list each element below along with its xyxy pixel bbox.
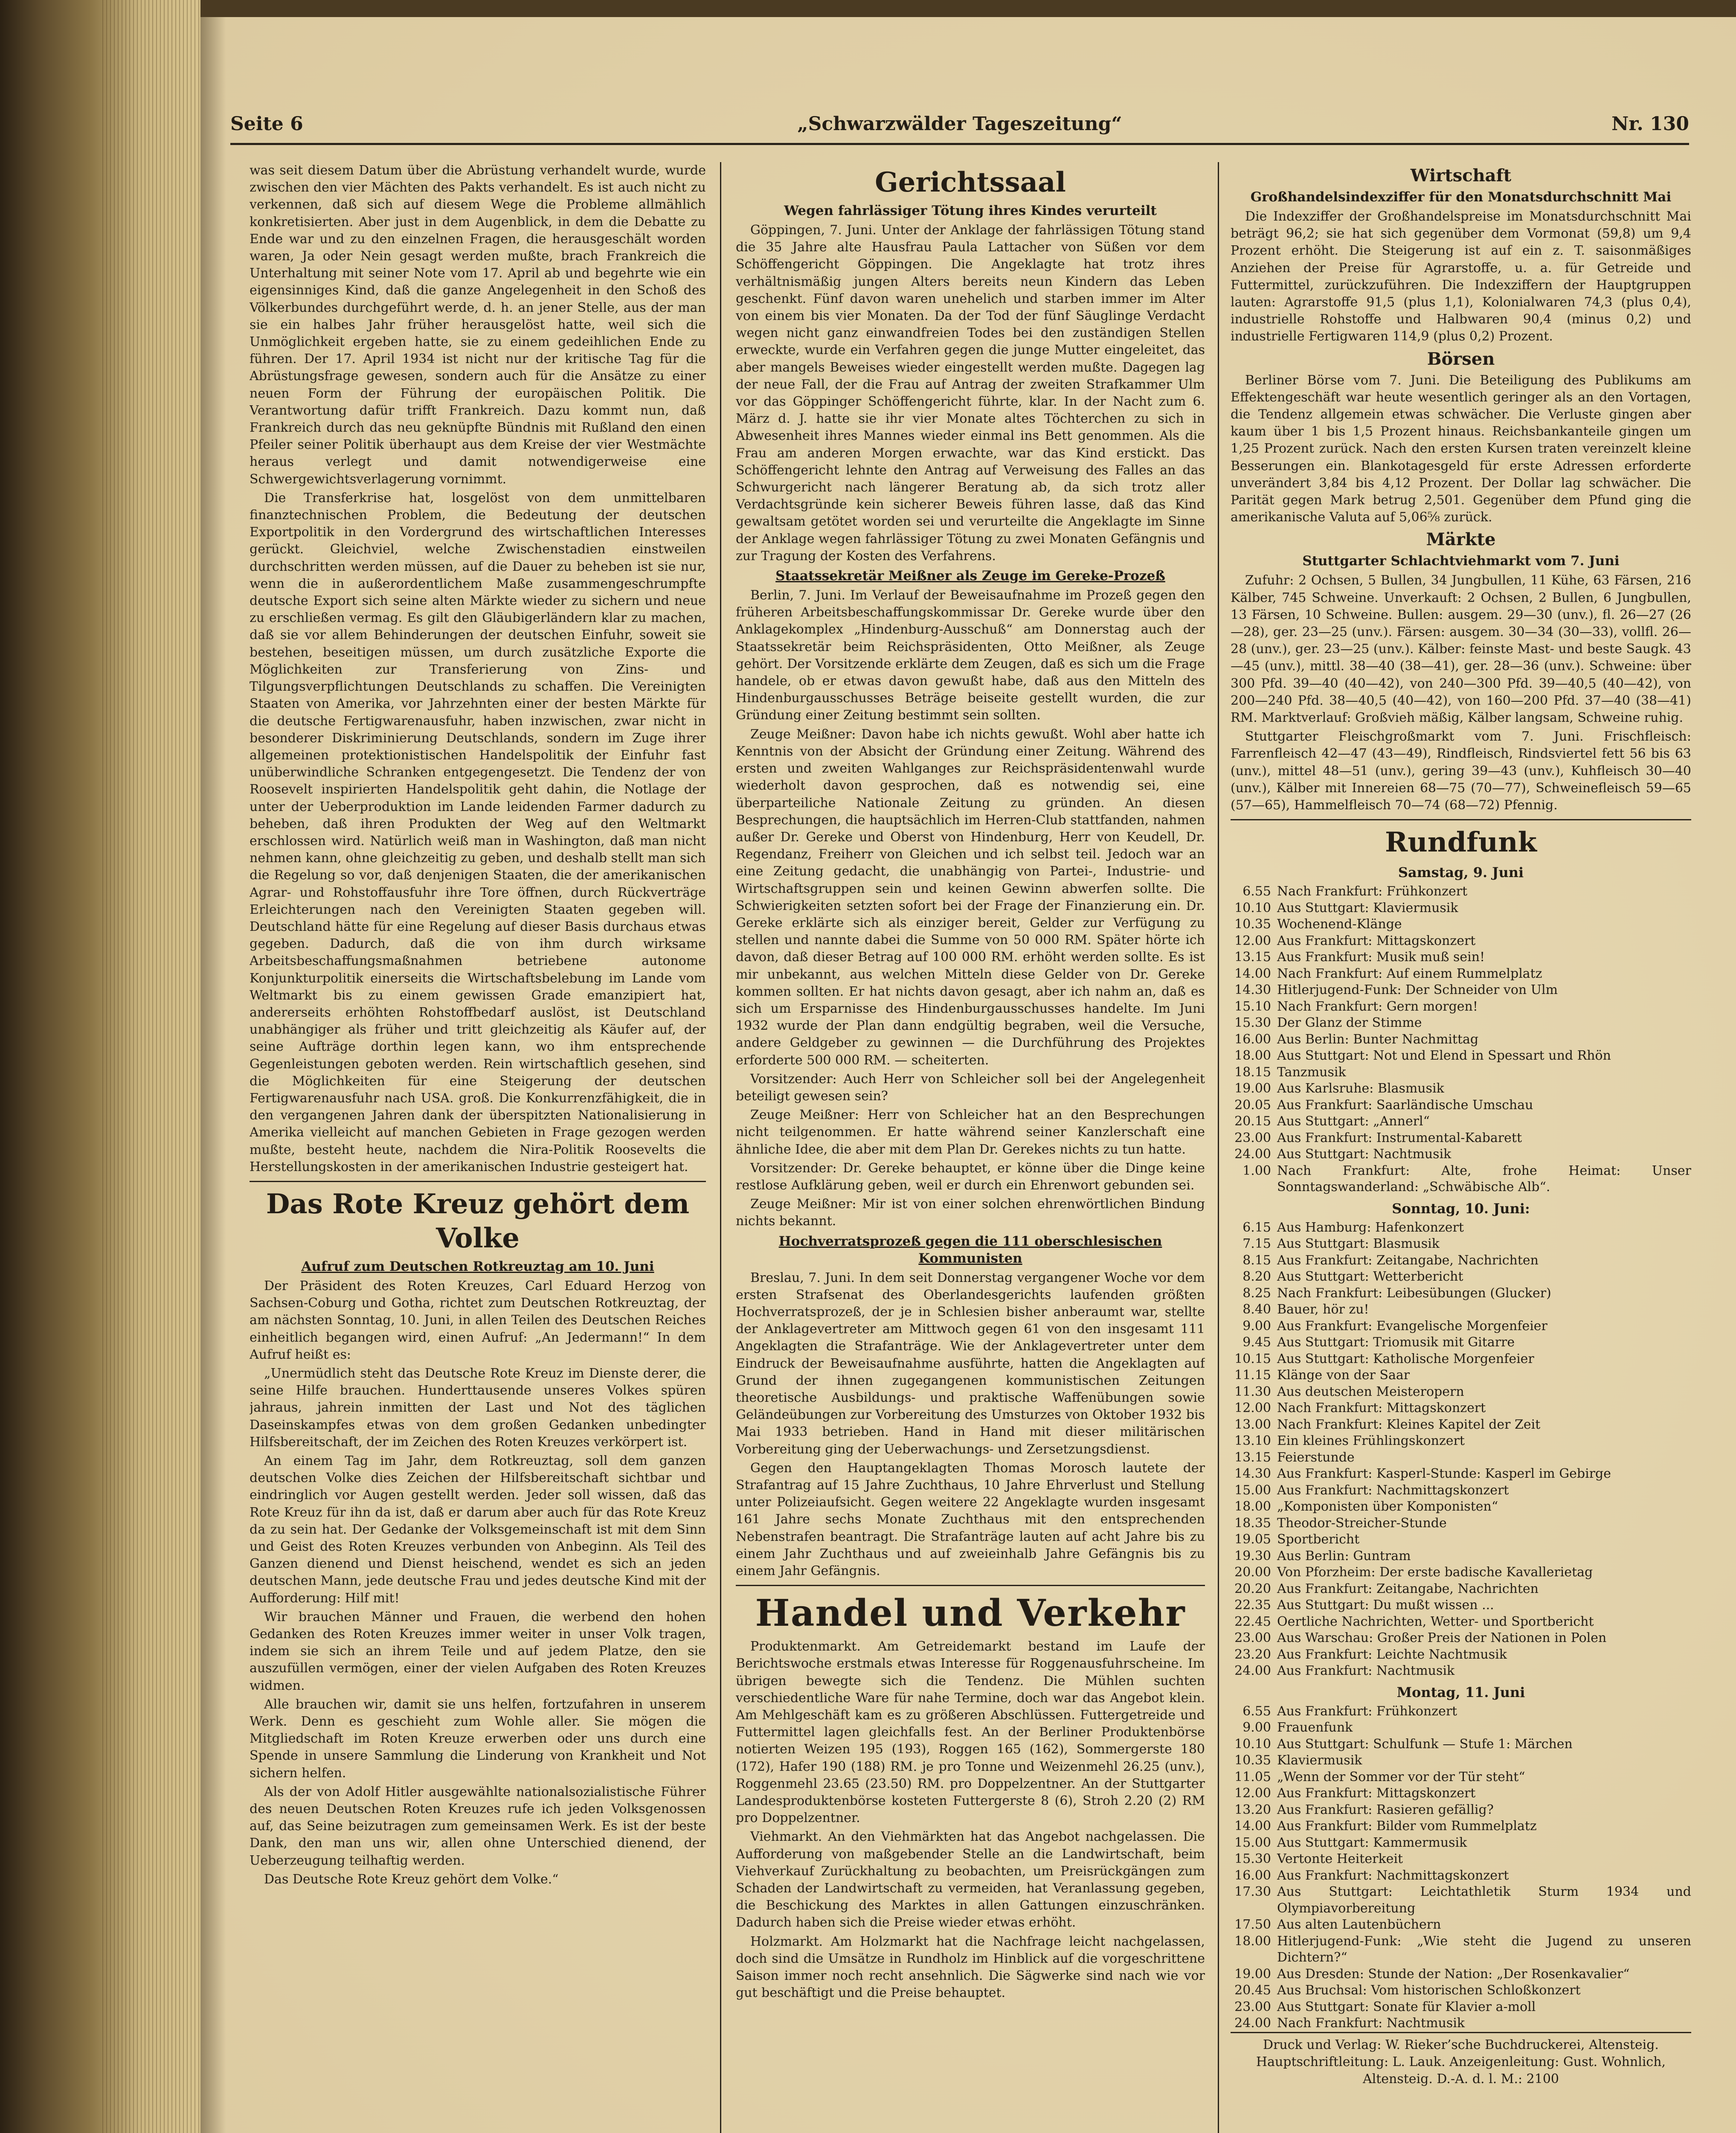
article-paragraph: Als der von Adolf Hitler ausgewählte nationalsozialistische Führer des neuen Deutschen Roten Kreuzes rufe ich jeden Volksgenossen auf, das Seine beizutragen zum gemeinsamen Werk. Es ist der beste Dank, den man uns wir, allen ohne Unterschied dienend, der Ueberzeugung teilhaftig werden.: [250, 1784, 706, 1868]
program-day-heading: Montag, 11. Juni: [1396, 1684, 1525, 1700]
program-item: [1231, 1564, 1691, 1581]
program-time: 10.35: [1234, 917, 1271, 932]
program-time: 18.35: [1234, 1515, 1271, 1531]
program-time: 23.00: [1234, 1999, 1271, 2014]
program-item: [1231, 1081, 1691, 1097]
program-title: Aus Stuttgart: Katholische Morgenfeier: [1277, 1351, 1534, 1366]
program-time: 22.35: [1234, 1598, 1271, 1613]
program-item: [1231, 1785, 1691, 1802]
program-item: [1231, 1064, 1691, 1081]
program-title: Nach Frankfurt: Auf einem Rummelplatz: [1277, 966, 1542, 981]
program-time: 18.00: [1234, 1499, 1271, 1514]
program-time: 10.35: [1234, 1753, 1271, 1768]
program-title: Aus Berlin: Bunter Nachmittag: [1277, 1032, 1479, 1047]
divider: [250, 1181, 706, 1182]
program-item: [1231, 1531, 1691, 1548]
program-title: Aus Stuttgart: Blasmusik: [1277, 1236, 1440, 1252]
program-title: Der Glanz der Stimme: [1277, 1015, 1422, 1031]
program-item: [1231, 1334, 1691, 1351]
program-time: 19.05: [1234, 1532, 1271, 1547]
program-title: Aus Stuttgart: Triomusik mit Gitarre: [1277, 1335, 1515, 1350]
radio-program-list: [1231, 1220, 1691, 1680]
program-time: 8.20: [1242, 1269, 1271, 1284]
program-title: Aus Frankfurt: Kasperl-Stunde: Kasperl im Gebirge: [1277, 1466, 1611, 1482]
subheadline: Hochverratsprozeß gegen die 111 oberschlesischen Kommunisten: [778, 1233, 1162, 1266]
section-title: Handel und Verkehr: [755, 1592, 1186, 1635]
program-item: [1231, 1146, 1691, 1163]
program-time: 11.05: [1234, 1769, 1271, 1784]
program-title: Nach Frankfurt: Kleines Kapitel der Zeit: [1277, 1417, 1541, 1432]
program-item: [1231, 966, 1691, 982]
gutter-shadow: [200, 17, 226, 2133]
program-time: 14.30: [1234, 1466, 1271, 1482]
program-title: Aus Frankfurt: Nachtmusik: [1277, 1663, 1455, 1679]
program-title: Aus Warschau: Großer Preis der Nationen in Polen: [1277, 1630, 1607, 1646]
subheadline: Stuttgarter Schlachtviehmarkt vom 7. Juni: [1302, 553, 1620, 569]
program-time: 19.00: [1234, 1081, 1271, 1096]
program-item: [1231, 1818, 1691, 1835]
program-title: Nach Frankfurt: Nachtmusik: [1277, 2016, 1465, 2031]
program-title: Hitlerjugend-Funk: Der Schneider von Ulm: [1277, 982, 1558, 998]
program-time: 15.30: [1234, 1015, 1271, 1031]
program-item: [1231, 1933, 1691, 1966]
program-title: Aus Frankfurt: Saarländische Umschau: [1277, 1097, 1533, 1113]
article-paragraph: Die Indexziffer der Großhandelspreise im Monatsdurchschnitt Mai beträgt 96,2; sie hat sich gegenüber dem Vormonat (59,8) um 9,4 Prozent erhöht. Die Steigerung ist auf ein z. T. saisonmäßiges Anziehen der Preise für Agrarstoffe, u. a. für Getreide und Futtermittel, zurückzuführen. Die Indexziffern der Hauptgruppen lauten: Agrarstoffe 91,5 (plus 1,1), Kolonialwaren 74,3 (plus 0,4), industrielle Rohstoffe und Halbwaren 90,4 (minus 0,2) und industrielle Fertigwaren 114,9 (plus 0,2) Prozent.: [1231, 209, 1691, 344]
program-title: Aus Stuttgart: Klaviermusik: [1277, 900, 1458, 915]
section-title: Wirtschaft: [1410, 166, 1512, 186]
program-title: Feierstunde: [1277, 1450, 1355, 1465]
program-time: 24.00: [1234, 2016, 1271, 2031]
article-paragraph: An einem Tag im Jahr, dem Rotkreuztag, soll dem ganzen deutschen Volke dies Zeichen der Hilfsbereitschaft sichtbar und eindringlich vor Augen gestellt werden. Jeder soll wissen, daß das Rote Kreuz für ihn da ist, daß er darum aber auch für das Rote Kreuz da zu sein hat. Der Gedanke der Volksgemeinschaft ist mit dem Sinn und Geist des Roten Kreuzes verbunden von Anbeginn. Als Teil des Ganzen dienend und Dienst heischend, wendet es sich an jeden deutschen Mann, jede deutsche Frau und jedes deutsche Kind mit der Aufforderung: Hilf mit!: [250, 1453, 706, 1606]
imprint: Druck und Verlag: W. Rieker’sche Buchdruckerei, Altensteig. Hauptschriftleitung: L. Lauk. Anzeigenleitung: Gust. Wohnlich, Altensteig. D.-A. d. l. M.: 2100: [1231, 2032, 1691, 2088]
program-title: Aus Stuttgart: „Annerl“: [1277, 1114, 1430, 1129]
program-time: 6.55: [1242, 1703, 1271, 1719]
program-item: [1231, 1630, 1691, 1647]
program-item: [1231, 1769, 1691, 1786]
program-time: 6.55: [1242, 884, 1271, 899]
program-item: [1231, 999, 1691, 1015]
program-time: 20.00: [1234, 1565, 1271, 1580]
program-title: Aus Frankfurt: Evangelische Morgenfeier: [1277, 1318, 1547, 1334]
program-item: [1231, 1130, 1691, 1147]
section-title: Börsen: [1427, 349, 1495, 369]
program-time: 10.10: [1234, 900, 1271, 915]
program-time: 9.00: [1242, 1720, 1271, 1735]
program-time: 20.20: [1234, 1581, 1271, 1596]
program-time: 19.00: [1234, 1966, 1271, 1982]
program-title: Aus deutschen Meisteropern: [1277, 1384, 1464, 1399]
divider: [736, 1585, 1205, 1586]
program-item: [1231, 1113, 1691, 1130]
program-item: [1231, 1097, 1691, 1114]
program-time: 23.00: [1234, 1630, 1271, 1646]
program-title: Aus Bruchsal: Vom historischen Schloßkonzert: [1277, 1983, 1581, 1998]
program-item: [1231, 1400, 1691, 1417]
program-time: 12.00: [1234, 1401, 1271, 1416]
program-title: Aus Frankfurt: Zeitangabe, Nachrichten: [1277, 1252, 1539, 1268]
article-paragraph: „Unermüdlich steht das Deutsche Rote Kreuz im Dienste derer, die seine Hilfe brauchen. Hunderttausende unseres Volkes spüren jahraus, jahrein inmitten der Last und Not des täglichen Daseinskampfes etwas von dem großen Gedanken unbedingter Hilfsbereitschaft, der im Zeichen des Roten Kreuzes verkörpert ist.: [250, 1366, 706, 1450]
program-item: [1231, 1868, 1691, 1884]
issue-number: Nr. 130: [1611, 113, 1689, 135]
newspaper-title: „Schwarzwälder Tageszeitung“: [797, 113, 1122, 135]
program-title: Aus Frankfurt: Nachmittagskonzert: [1277, 1868, 1509, 1883]
program-item: [1231, 1499, 1691, 1515]
subheadline: Staatssekretär Meißner als Zeuge im Gereke-Prozeß: [775, 568, 1165, 584]
program-time: 9.00: [1242, 1318, 1271, 1334]
program-time: 23.00: [1234, 1130, 1271, 1145]
program-time: 11.15: [1234, 1368, 1271, 1383]
program-item: [1231, 1581, 1691, 1598]
program-time: 13.15: [1234, 950, 1271, 965]
program-item: [1231, 1515, 1691, 1532]
program-time: 19.30: [1234, 1548, 1271, 1563]
program-title: Ein kleines Frühlingskonzert: [1277, 1433, 1465, 1449]
program-time: 12.00: [1234, 1786, 1271, 1801]
column-rule: [1218, 162, 1219, 2133]
article-paragraph: Wir brauchen Männer und Frauen, die werbend den hohen Gedanken des Roten Kreuzes immer weiter in unser Volk tragen, indem sie sich an ihrem Teile und auf jedem Platze, den sie auszufüllen vermögen, einer der vielen Aufgaben des Roten Kreuzes widmen.: [250, 1609, 706, 1693]
program-time: 20.05: [1234, 1097, 1271, 1113]
subheadline: Großhandelsindexziffer für den Monatsdurchschnitt Mai: [1250, 189, 1672, 205]
program-item: [1231, 1048, 1691, 1064]
program-item: [1231, 1433, 1691, 1450]
program-title: Aus Stuttgart: Sonate für Klavier a-moll: [1277, 1999, 1536, 2014]
program-item: [1231, 900, 1691, 917]
program-time: 12.00: [1234, 933, 1271, 948]
program-title: Aus Stuttgart: Nachtmusik: [1277, 1147, 1452, 1162]
program-item: [1231, 916, 1691, 933]
program-item: [1231, 1720, 1691, 1736]
program-item: [1231, 933, 1691, 950]
program-title: Aus Frankfurt: Instrumental-Kabarett: [1277, 1130, 1522, 1145]
program-item: [1231, 1663, 1691, 1680]
program-time: 18.00: [1234, 1048, 1271, 1064]
program-time: 17.30: [1234, 1884, 1271, 1900]
page-edges: [102, 0, 200, 2133]
program-item: [1231, 1597, 1691, 1614]
program-time: 24.00: [1234, 1147, 1271, 1162]
article-paragraph: Vorsitzender: Auch Herr von Schleicher soll bei der Angelegenheit beteiligt gewesen sein?: [736, 1071, 1205, 1104]
program-item: [1231, 1647, 1691, 1663]
program-time: 8.25: [1242, 1285, 1271, 1301]
program-item: [1231, 1548, 1691, 1565]
program-title: Aus Dresden: Stunde der Nation: „Der Rosenkavalier“: [1277, 1966, 1630, 1982]
program-item: [1231, 1220, 1691, 1236]
program-title: Nach Frankfurt: Mittagskonzert: [1277, 1401, 1486, 1416]
section-title: Märkte: [1426, 529, 1496, 550]
program-item: [1231, 1802, 1691, 1819]
program-item: [1231, 1351, 1691, 1368]
program-item: [1231, 1450, 1691, 1466]
program-item: [1231, 2015, 1691, 2032]
program-time: 15.00: [1234, 1482, 1271, 1498]
article-paragraph: Göppingen, 7. Juni. Unter der Anklage der fahrlässigen Tötung stand die 35 Jahre alte Hausfrau Paula Lattacher von Süßen vor dem Schöffengericht Göppingen. Die Angeklagte hat trotz ihres verhältnismäßig jungen Alters bereits neun Kindern das Leben geschenkt. Fünf davon waren unehelich und starben immer im Alter von einem bis vier Monaten. Da der Tod der fünf Säuglinge Verdacht wegen nicht ganz einwandfreien Todes bei den zuständigen Stellen erweckte, wurde ein Verfahren gegen die junge Mutter eingeleitet, das aber mangels Beweises wieder eingestellt werden mußte. Dagegen lag der neue Fall, der die Frau auf Antrag der zweiten Strafkammer Ulm vor das Göppinger Schöffengericht führte, klar. In der Nacht zum 6. März d. J. hatte sie ihr vier Monate altes Töchterchen zu sich in Abwesenheit ihres Mannes wieder einmal ins Bett genommen. Als die Frau am anderen Morgen erwachte, war das Kind erstickt. Das Schöffengericht lehnte den Antrag auf Verweisung des Falles an das Schwurgericht nach längerer Beratung ab, da sich trotz aller Verdachtsgründe kein sicherer Beweis führen lasse, daß das Kind gewaltsam getötet worden sei und verurteilte die Angeklagte im Sinne der Anklage wegen fahrlässiger Tötung zu zwei Monaten Gefängnis und zur Tragung der Kosten des Verfahrens.: [736, 223, 1205, 564]
program-time: 14.00: [1234, 1819, 1271, 1834]
program-time: 17.50: [1234, 1917, 1271, 1932]
program-item: [1231, 1999, 1691, 2016]
article-paragraph: Alle brauchen wir, damit sie uns helfen, fortzufahren in unserem Werk. Denn es geschieht zum Wohle aller. Sie mögen die Mitgliedschaft im Roten Kreuze erwerben oder uns durch eine Spende in unsere Sammlung die Linderung von Krankheit und Not sichern helfen.: [250, 1697, 706, 1781]
article-paragraph: Stuttgarter Fleischgroßmarkt vom 7. Juni. Frischfleisch: Farrenfleisch 42—47 (43—49), Rindfleisch, Rindsviertel fett 56 bis 63 (unv.), mittel 48—51 (unv.), gering 39—43 (unv.), Kuhfleisch 30—40 (unv.), Kälber mit Innereien 68—75 (70—77), Schweinefleisch 59—65 (57—65), Hammelfleisch 70—74 (68—72) Pfennig.: [1231, 729, 1691, 813]
program-title: Aus Stuttgart: Schulfunk — Stufe 1: Märchen: [1277, 1736, 1573, 1752]
subheadline: Wegen fahrlässiger Tötung ihres Kindes verurteilt: [784, 203, 1157, 218]
program-title: „Komponisten über Komponisten“: [1277, 1499, 1498, 1514]
column-2: [736, 162, 1205, 2133]
column-rule: [720, 162, 721, 2133]
program-item: [1231, 1032, 1691, 1048]
article-paragraph: Breslau, 7. Juni. In dem seit Donnerstag vergangener Woche vor dem ersten Strafsenat des Oberlandesgerichts laufenden größten Hochverratsprozeß, der je in Schlesien bisher anberaumt war, stellte der Anklagevertreter am Mittwoch gegen 61 von den insgesamt 111 Angeklagten die Strafanträge. Wie der Anklagevertreter unter dem Eindruck der Beweisaufnahme ausführte, hatten die Angeklagten auf Grund der ihnen zugegangenen kommunistischen Zeitungen theoretische Ausbildungs- und praktische Waffenübungen sowie Geländeübungen zur Vorbereitung des Umsturzes von Oktober 1932 bis Mai 1933 betrieben. Hand in Hand mit dieser militärischen Vorbereitung ging der Ueberwachungs- und Zersetzungsdienst.: [736, 1270, 1205, 1457]
program-time: 8.15: [1242, 1252, 1271, 1268]
program-day-heading: Sonntag, 10. Juni:: [1392, 1200, 1530, 1217]
program-item: [1231, 982, 1691, 999]
article-paragraph: Berlin, 7. Juni. Im Verlauf der Beweisaufnahme im Prozeß gegen den früheren Arbeitsbeschaffungskommissar Dr. Gereke wurde über den Anklagekomplex „Hindenburg-Ausschuß“ am Donnerstag auch der Staatssekretär beim Reichspräsidenten, Otto Meißner, als Zeuge gehört. Der Vorsitzende erklärte dem Zeugen, daß es sich um die Frage handele, ob er etwas davon gewußt habe, daß aus den Mitteln des Hindenburgausschusses Beträge beiseite gestellt wurden, die zur Gründung einer Zeitung bestimmt sein sollten.: [736, 588, 1205, 723]
article-paragraph: Zufuhr: 2 Ochsen, 5 Bullen, 34 Jungbullen, 11 Kühe, 63 Färsen, 216 Kälber, 745 Schweine. Unverkauft: 2 Ochsen, 2 Bullen, 6 Jungbullen, 13 Färsen, 10 Schweine. Bullen: ausgem. 29—30 (unv.), fl. 26—27 (26—28), ger. 23—25 (unv.). Färsen: ausgem. 30—34 (30—33), vollfl. 26—28 (unv.), ger. 23—25 (unv.). Kälber: feinste Mast- und beste Saugk. 43—45 (unv.), mittl. 38—40 (38—41), ger. 28—36 (unv.). Schweine: über 300 Pfd. 39—40 (40—42), von 240—300 Pfd. 39—40,5 (40—42), von 200—240 Pfd. 38—40,5 (40—42), von 160—200 Pfd. 37—40 (38—41) RM. Marktverlauf: Großvieh mäßig, Kälber langsam, Schweine ruhig.: [1231, 573, 1691, 726]
article-paragraph: Zeuge Meißner: Mir ist von einer solchen ehrenwörtlichen Bindung nichts bekannt.: [736, 1197, 1205, 1229]
program-title: Aus Stuttgart: Leichtathletik Sturm 1934 und Olympiavorbereitung: [1277, 1884, 1691, 1916]
program-title: Tanzmusik: [1277, 1064, 1346, 1080]
program-item: [1231, 1851, 1691, 1868]
article-paragraph: was seit diesem Datum über die Abrüstung verhandelt wurde, wurde zwischen den vier Mächten des Pakts verhandelt. Es ist auch nicht zu verkennen, daß sich auf diesem Wege die Probleme allmählich konkretisierten. Aber just in dem Augenblick, in dem die Debatte zu Ende war und zu den einzelnen Fragen, die herausgeschält worden waren, Ja oder Nein gesagt werden mußte, brach Frankreich die Unterhaltung mit seiner Note vom 17. April ab und begehrte wie ein eigensinniges Kind, daß die ganze Angelegenheit in den Schoß des Völkerbundes durchgeführt werde, d. h. an jener Stelle, aus der man sie ein halbes Jahr früher herausgelöst hatte, weil sich die Unmöglichkeit ergeben hatte, sie zu einem gedeihlichen Ende zu führen. Der 17. April 1934 ist nicht nur der kritische Tag für die Abrüstungsfrage gewesen, sondern auch für die Ansätze zu einer neuen Form der Führung der europäischen Politik. Die Verantwortung dafür trifft Frankreich. Dazu kommt nun, daß Frankreich durch das neu geknüpfte Bündnis mit Rußland den einen Pfeiler seiner Politik überhaupt aus dem Kreise der vier Westmächte heraus verlegt und damit notwendigerweise eine Schwergewichtsverlagerung vornimmt.: [250, 163, 706, 487]
program-title: Nach Frankfurt: Leibesübungen (Glucker): [1277, 1285, 1551, 1301]
radio-program-list: [1231, 1703, 1691, 2032]
program-item: [1231, 1752, 1691, 1769]
program-title: Klänge von der Saar: [1277, 1368, 1410, 1383]
program-title: Nach Frankfurt: Alte, frohe Heimat: Unser Sonntagswanderland: „Schwäbische Alb“.: [1277, 1163, 1691, 1195]
section-title: Rundfunk: [1385, 826, 1537, 859]
subheadline: Aufruf zum Deutschen Rotkreuztag am 10. Juni: [301, 1258, 654, 1274]
program-item: [1231, 1252, 1691, 1269]
program-time: 8.40: [1242, 1302, 1271, 1317]
program-title: Oertliche Nachrichten, Wetter- und Sportbericht: [1277, 1614, 1594, 1629]
program-time: 15.30: [1234, 1851, 1271, 1867]
program-title: Klaviermusik: [1277, 1753, 1362, 1768]
program-item: [1231, 949, 1691, 966]
article-paragraph: Vorsitzender: Dr. Gereke behauptet, er könne über die Dinge keine restlose Aufklärung geben, weil er durch ein Ehrenwort gebunden sei.: [736, 1160, 1205, 1193]
radio-program-list: [1231, 883, 1691, 1196]
program-item: [1231, 1736, 1691, 1753]
program-title: Aus Frankfurt: Musik muß sein!: [1277, 950, 1485, 965]
program-title: Frauenfunk: [1277, 1720, 1353, 1735]
program-title: Aus Frankfurt: Nachmittagskonzert: [1277, 1482, 1509, 1498]
program-item: [1231, 1318, 1691, 1335]
program-title: Aus Stuttgart: Not und Elend in Spessart und Rhön: [1277, 1048, 1611, 1064]
program-time: 14.30: [1234, 982, 1271, 998]
program-title: Theodor-Streicher-Stunde: [1277, 1515, 1447, 1531]
program-time: 24.00: [1234, 1663, 1271, 1679]
page-header: [230, 109, 1689, 145]
program-time: 13.00: [1234, 1417, 1271, 1432]
program-title: Vertonte Heiterkeit: [1277, 1851, 1403, 1867]
program-item: [1231, 1466, 1691, 1482]
article-paragraph: Die Transferkrise hat, losgelöst von dem unmittelbaren finanztechnischen Problem, die Bedeutung der deutschen Exportpolitik in den Vordergrund des wirtschaftlichen Interesses gerückt. Gleichviel, welche Zwischenstadien einstweilen durchschritten werden müssen, auf die Dauer zu beheben ist sie nur, wenn die in außerordentlichem Maße zusammengeschrumpfte deutsche Export sich seine alten Märkte wieder zu sichern und neue zu erschließen vermag. Es gilt den Gläubigerländern klar zu machen, daß sie vor allem Behinderungen der deutschen Einfuhr, soweit sie bestehen, beseitigen müssen, um durch zusätzliche Exporte die Möglichkeiten zur Transferierung von Zins- und Tilgungsverpflichtungen Deutschlands zu schaffen. Die Vereinigten Staaten von Amerika, vor Jahrzehnten einer der besten Märkte für die deutsche Fertigwarenausfuhr, haben inzwischen, zwar nicht in besonderer Diskriminierung Deutschlands, sondern im Zuge ihrer allgemeinen protektionistischen Handelspolitik der Einfuhr fast unüberwindliche Schranken entgegengesetzt. Die Tendenz der von Roosevelt inspirierten Handelspolitik geht dahin, die Notlage der unter der Ueberproduktion im Lande leidenden Farmer dadurch zu beheben, daß ihren Produkten der Weg auf den Weltmarkt erschlossen wird. Natürlich weiß man in Washington, daß man nicht nehmen kann, ohne gleichzeitig zu geben, und deshalb stellt man sich die Regelung so vor, daß denjenigen Staaten, die der amerikanischen Agrar- und Rohstoffausfuhr ihre Tore öffnen, durch Rückverträge Erleichterungen nach den Vereinigten Staaten gegeben will. Deutschland hätte für eine Regelung auf dieser Basis durchaus etwas gegeben. Dadurch, daß die von ihm durch wirksame Arbeitsbeschaffungsmaßnahmen betriebene autonome Konjunkturpolitik einerseits die Wirtschaftsbelebung im Lande vom Weltmarkt bis zu einem gewissen Grade emanzipiert hat, andererseits erhöhten Rohstoffbedarf auslöst, ist Deutschland unabhängiger als früher und tritt gleichzeitig als Käufer auf, der seine Aufträge dorthin legen kann, wo ihm entsprechende Gegenleistungen geboten werden. Rein wirtschaftlich gesehen, sind die Möglichkeiten für eine Steigerung der deutschen Fertigwarenausfuhr nach USA. groß. Die Konkurrenzfähigkeit, die in den vergangenen Jahren dank der überspitzten Nationalisierung in Amerika vielleicht auf manchen Gebieten in Frage gezogen werden mußte, besteht heute, nachdem die Nira-Politik Roosevelts die Herstellungskosten in der amerikanischen Industrie gesteigert hat.: [250, 490, 706, 1174]
program-time: 22.45: [1234, 1614, 1271, 1629]
article-paragraph: Berliner Börse vom 7. Juni. Die Beteiligung des Publikums am Effektengeschäft war heute wesentlich geringer als an den Vortagen, die Tendenz allgemein etwas schwächer. Die Verluste gingen aber kaum über 1 bis 1,5 Prozent hinaus. Reichsbankanteile gingen um 1,25 Prozent zurück. Nach den ersten Kursen traten vereinzelt kleine Besserungen ein. Blankotagesgeld für erste Adressen erforderte unverändert 3,84 bis 4,12 Prozent. Der Dollar lag schwächer. Die Parität gegen Mark betrug 2,501. Gegenüber dem Pfund ging die amerikanische Valuta auf 5,06⅝ zurück.: [1231, 372, 1691, 525]
program-title: Aus Frankfurt: Bilder vom Rummelplatz: [1277, 1819, 1537, 1834]
program-time: 16.00: [1234, 1868, 1271, 1883]
program-item: [1231, 1367, 1691, 1384]
headline: Das Rote Kreuz gehört dem Volke: [266, 1188, 690, 1254]
program-title: Aus Frankfurt: Mittagskonzert: [1277, 1786, 1476, 1801]
program-title: Aus Frankfurt: Zeitangabe, Nachrichten: [1277, 1581, 1539, 1596]
program-title: Nach Frankfurt: Gern morgen!: [1277, 999, 1478, 1014]
article-paragraph: Der Präsident des Roten Kreuzes, Carl Eduard Herzog von Sachsen-Coburg und Gotha, richtet zum Deutschen Rotkreuztag, der am nächsten Sonntag, 10. Juni, in allen Teilen des Deutschen Reiches einheitlich begangen wird, einen Aufruf: „An Jedermann!“ In dem Aufruf heißt es:: [250, 1278, 706, 1362]
program-item: [1231, 1236, 1691, 1252]
program-time: 14.00: [1234, 966, 1271, 981]
article-paragraph: Zeuge Meißner: Davon habe ich nichts gewußt. Wohl aber hatte ich Kenntnis von der Absicht der Gründung einer Zeitung. Während des ersten und zweiten Wahlganges zur Reichspräsidentenwahl wurde wiederholt davon gesprochen, daß es notwendig sei, eine überparteiliche Nationale Zeitung zu gründen. An diesen Besprechungen, die hauptsächlich im Herren-Club stattfanden, nahmen außer Dr. Gereke und Oberst von Hindenburg, Herr von Keudell, Dr. Regendanz, Freiherr von Gleichen und ich selbst teil. Jedoch war an eine Zeitung gedacht, die unabhängig von Partei-, Industrie- und Wirtschaftsgruppen sein und keinen Gewinn abwerfen sollte. Die Schwierigkeiten setzten sofort bei der Frage der Finanzierung ein. Dr. Gereke erklärte sich als einziger bereit, Gelder zur Verfügung zu stellen und nannte dabei die Summe von 50 000 RM. Später hörte ich davon, daß dieser Betrag auf 100 000 RM. erhöht werden sollte. Es ist mir unbekannt, aus welchen Mitteln diese Gelder von Dr. Gereke kommen sollten. Er hat nichts davon gesagt, aber ich nahm an, daß es sich um Ersparnisse des Hindenburgausschusses handelte. Im Juni 1932 wurde der Plan dann endgültig begraben, weil die Versuche, andere Geldgeber zu gewinnen — die Durchführung des Projektes erforderte 500 000 RM. — scheiterten.: [736, 726, 1205, 1068]
program-title: Aus Stuttgart: Du mußt wissen ...: [1277, 1598, 1494, 1613]
program-title: Aus Stuttgart: Wetterbericht: [1277, 1269, 1463, 1284]
article-paragraph: Produktenmarkt. Am Getreidemarkt bestand im Laufe der Berichtswoche erstmals etwas Interesse für Roggenausfuhrscheine. Im übrigen bewegte sich die Tendenz. Die Mühlen suchten verschiedentliche Ware für nahe Termine, doch war das Angebot klein. Am Mehlgeschäft kam es zu größeren Abschlüssen. Futtergetreide und Futtermittel lagen gleichfalls fest. An der Berliner Produktenbörse notierten Weizen 195 (193), Roggen 165 (162), Sommergerste 180 (172), Hafer 190 (188) RM. je pro Tonne und Weizenmehl 26.25 (unv.), Roggenmehl 23.65 (23.50) RM. pro Doppelzentner. An der Stuttgarter Landesproduktenbörse kosteten Futtergerste 8 (6), Stroh 2.20 (2) RM pro Doppelzentner.: [736, 1639, 1205, 1826]
program-title: Nach Frankfurt: Frühkonzert: [1277, 884, 1468, 899]
program-item: [1231, 1982, 1691, 1999]
article-paragraph: Gegen den Hauptangeklagten Thomas Morosch lautete der Strafantrag auf 15 Jahre Zuchthaus, 10 Jahre Ehrverlust und Stellung unter Polizeiaufsicht. Gegen weitere 22 Angeklagte wurden insgesamt 161 Jahre sechs Monate Zuchthaus mit den entsprechenden Nebenstrafen beantragt. Die Strafanträge lauten auf acht Jahre bis zu einem Jahr Zuchthaus und auf zweieinhalb Jahre Gefängnis bis zu einem Jahr Gefängnis.: [736, 1460, 1205, 1579]
article-paragraph: Zeuge Meißner: Herr von Schleicher hat an den Besprechungen nicht teilgenommen. Er hatte während seiner Kanzlerschaft eine ähnliche Idee, die aber mit dem Plan Dr. Gerekes nichts zu tun hatte.: [736, 1107, 1205, 1157]
program-time: 9.45: [1242, 1335, 1271, 1350]
program-time: 20.15: [1234, 1114, 1271, 1129]
column-3: [1231, 162, 1691, 2133]
program-time: 15.00: [1234, 1835, 1271, 1850]
program-time: 10.15: [1234, 1351, 1271, 1366]
program-time: 13.20: [1234, 1802, 1271, 1817]
program-item: [1231, 1285, 1691, 1302]
program-item: [1231, 1966, 1691, 1983]
program-title: „Wenn der Sommer vor der Tür steht“: [1277, 1769, 1525, 1784]
program-item: [1231, 1417, 1691, 1433]
article-paragraph: Das Deutsche Rote Kreuz gehört dem Volke.“: [264, 1871, 559, 1887]
program-title: Hitlerjugend-Funk: „Wie steht die Jugend zu unseren Dichtern?“: [1277, 1933, 1691, 1965]
page-number: Seite 6: [230, 113, 303, 135]
program-item: [1231, 1835, 1691, 1851]
program-time: 18.00: [1234, 1933, 1271, 1949]
program-time: 7.15: [1242, 1236, 1271, 1252]
program-item: [1231, 1614, 1691, 1630]
program-item: [1231, 1015, 1691, 1032]
divider: [1231, 819, 1691, 820]
program-time: 15.10: [1234, 999, 1271, 1014]
program-time: 1.00: [1242, 1163, 1271, 1178]
program-item: [1231, 1269, 1691, 1285]
program-title: Von Pforzheim: Der erste badische Kavallerietag: [1277, 1565, 1593, 1580]
program-title: Aus Frankfurt: Leichte Nachtmusik: [1277, 1647, 1507, 1662]
column-1: [250, 162, 706, 2133]
article-paragraph: Viehmarkt. An den Viehmärkten hat das Angebot nachgelassen. Die Aufforderung von maßgebender Stelle an die Landwirtschaft, beim Viehverkauf Zurückhaltung zu beobachten, um Preisrückgängen zum Schaden der Landwirtschaft zu vermeiden, hat Veranlassung gegeben, die Beschickung des Marktes in allen Gattungen einzuschränken. Dadurch haben sich die Preise wieder etwas erhöht.: [736, 1829, 1205, 1930]
program-item: [1231, 1917, 1691, 1933]
newspaper-page: [200, 17, 1736, 2133]
program-item: [1231, 1163, 1691, 1196]
program-title: Sportbericht: [1277, 1532, 1360, 1547]
program-time: 13.15: [1234, 1450, 1271, 1465]
program-title: Aus alten Lautenbüchern: [1277, 1917, 1441, 1932]
program-item: [1231, 1703, 1691, 1720]
program-time: 10.10: [1234, 1736, 1271, 1752]
article-paragraph: Holzmarkt. Am Holzmarkt hat die Nachfrage leicht nachgelassen, doch sind die Umsätze in Rundholz im Hinblick auf die vorgeschrittene Saison immer noch recht ansehnlich. Die Sägwerke sind nach wie vor gut beschäftigt und die Preise behauptet.: [736, 1934, 1205, 2001]
program-time: 6.15: [1242, 1220, 1271, 1235]
program-item: [1231, 1482, 1691, 1499]
program-day-heading: Samstag, 9. Juni: [1398, 864, 1524, 881]
program-time: 23.20: [1234, 1647, 1271, 1662]
program-title: Bauer, hör zu!: [1277, 1302, 1369, 1317]
program-time: 18.15: [1234, 1064, 1271, 1080]
program-time: 16.00: [1234, 1032, 1271, 1047]
program-item: [1231, 1302, 1691, 1318]
program-item: [1231, 1384, 1691, 1401]
program-time: 20.45: [1234, 1983, 1271, 1998]
program-title: Wochenend-Klänge: [1277, 917, 1402, 932]
program-title: Aus Karlsruhe: Blasmusik: [1277, 1081, 1444, 1096]
program-item: [1231, 1884, 1691, 1917]
program-title: Aus Frankfurt: Mittagskonzert: [1277, 933, 1476, 948]
program-title: Aus Berlin: Guntram: [1277, 1548, 1411, 1563]
program-title: Aus Frankfurt: Rasieren gefällig?: [1277, 1802, 1494, 1817]
program-title: Aus Stuttgart: Kammermusik: [1277, 1835, 1467, 1850]
program-title: Aus Frankfurt: Frühkonzert: [1277, 1703, 1457, 1719]
program-item: [1231, 883, 1691, 900]
program-title: Aus Hamburg: Hafenkonzert: [1277, 1220, 1464, 1235]
program-time: 13.10: [1234, 1433, 1271, 1449]
program-time: 11.30: [1234, 1384, 1271, 1399]
section-title: Gerichtssaal: [875, 166, 1066, 198]
